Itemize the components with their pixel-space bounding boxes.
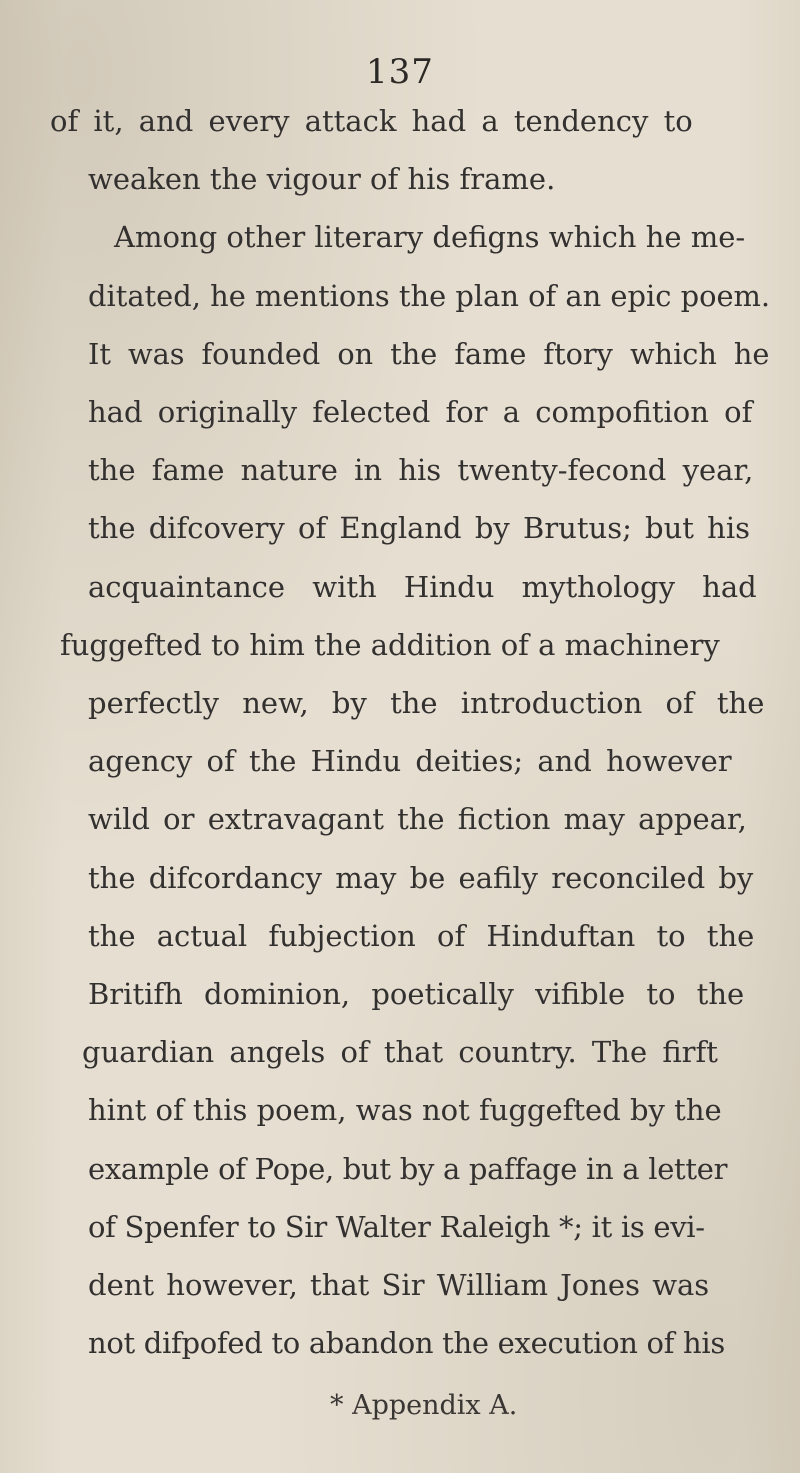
text-line: dent however, that Sir William Jones was <box>88 1268 710 1302</box>
text-line: agency of the Hindu deities; and however <box>88 744 732 779</box>
text-line: example of Pope, but by a paffage in a letter <box>88 1151 728 1186</box>
footnote: * Appendix A. <box>330 1390 518 1422</box>
text-line: of Spenfer to Sir Walter Raleigh *; it is evi- <box>88 1209 705 1244</box>
text-line: hint of this poem, was not fuggefted by the <box>88 1093 722 1128</box>
text-line: acquaintance with Hindu mythology had <box>88 569 757 604</box>
text-line: the difcovery of England by Brutus; but his <box>88 511 751 546</box>
text-line: had originally felected for a compofition of <box>88 395 753 429</box>
text-line: wild or extravagant the fiction may appear, <box>88 802 747 837</box>
text-line: the fame nature in his twenty-fecond year, <box>88 453 754 488</box>
text-line: the difcordancy may be eafily reconciled by <box>88 860 754 895</box>
page-number: 137 <box>366 52 434 92</box>
text-line: weaken the vigour of his frame. <box>88 162 556 197</box>
text-line: Among other literary defigns which he me- <box>114 220 746 255</box>
text-line: not difpofed to abandon the execution of his <box>88 1326 725 1361</box>
text-line: It was founded on the fame ftory which he <box>88 336 770 371</box>
text-line: ditated, he mentions the plan of an epic poem. <box>88 278 771 313</box>
text-line: Britifh dominion, poetically vifible to the <box>88 977 745 1011</box>
text-line: fuggefted to him the addition of a machinery <box>60 627 720 662</box>
text-line: of it, and every attack had a tendency to <box>50 104 693 138</box>
text-line: the actual fubjection of Hinduftan to the <box>88 918 755 953</box>
text-line: guardian angels of that country. The firft <box>82 1035 718 1070</box>
text-line: perfectly new, by the introduction of the <box>88 686 765 720</box>
